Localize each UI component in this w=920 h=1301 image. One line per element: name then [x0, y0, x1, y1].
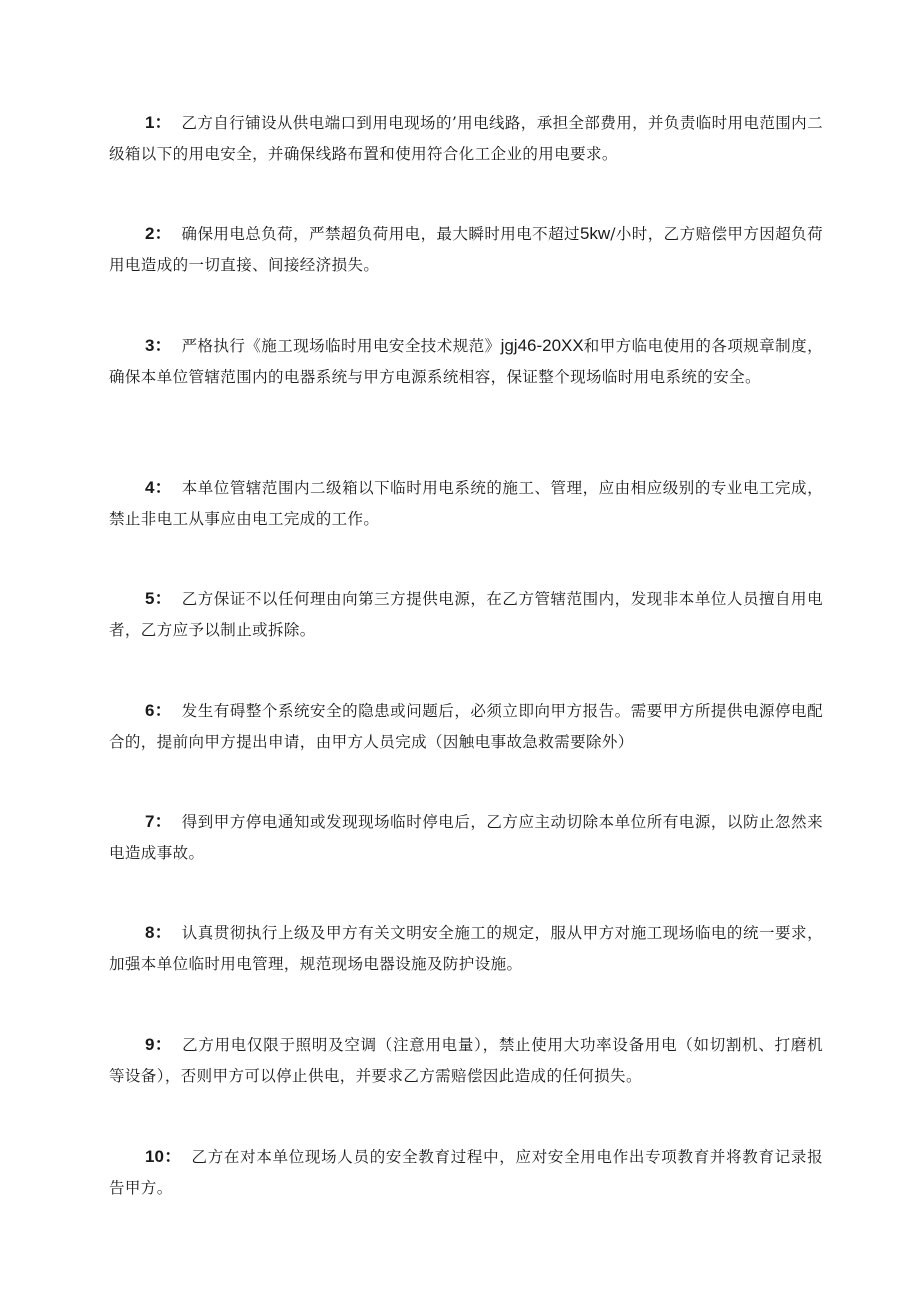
clause-3-number: 3：: [145, 336, 172, 355]
clause-5: [109, 583, 823, 646]
clause-2-text-b: /小时，乙方赔偿甲方因超负荷用电造成的一切直接、间接经济损失。: [109, 225, 823, 274]
clause-7-text: 得到甲方停电通知或发现现场临时停电后，乙方应主动切除本单位所有电源，以防止忽然来电造成事故。: [109, 813, 823, 862]
clause-9: [109, 1029, 823, 1092]
clause-10-number: 10：: [145, 1147, 182, 1166]
clause-1-text: 乙方自行铺设从供电端口到用电现场的’用电线路，承担全部费用，并负责临时用电范围内二级箱以下的用电安全，并确保线路布置和使用符合化工企业的用电要求。: [109, 114, 823, 163]
clause-9-number: 9：: [145, 1035, 173, 1054]
clause-8-text: 认真贯彻执行上级及甲方有关文明安全施工的规定，服从甲方对施工现场临电的统一要求，加强本单位临时用电管理，规范现场电器设施及防护设施。: [109, 924, 823, 973]
clause-7-number: 7：: [145, 812, 172, 831]
clause-1: [109, 107, 823, 170]
clause-3-text-a: 严格执行《施工现场临时用电安全技术规范》: [181, 337, 501, 355]
clause-6-text: 发生有碍整个系统安全的隐患或问题后，必须立即向甲方报告。需要甲方所提供电源停电配合的，提前向甲方提出申请，由甲方人员完成（因触电事故急救需要除外）: [109, 702, 823, 751]
clause-5-number: 5：: [145, 589, 172, 608]
clause-3-standard-code: jgj46-20XX: [500, 336, 584, 355]
clause-1-number: 1：: [145, 113, 172, 132]
clause-10: [109, 1141, 823, 1204]
clause-2-number: 2：: [145, 224, 172, 243]
clause-2-load-value: 5kw: [579, 224, 611, 243]
clause-8-number: 8：: [145, 923, 172, 942]
clause-6: [109, 695, 823, 758]
clause-10-text: 乙方在对本单位现场人员的安全教育过程中，应对安全用电作出专项教育并将教育记录报告甲方。: [109, 1148, 823, 1197]
clause-6-number: 6：: [145, 701, 172, 720]
clause-4: [109, 472, 823, 535]
clause-7: [109, 806, 823, 869]
clause-5-text: 乙方保证不以任何理由向第三方提供电源，在乙方管辖范围内，发现非本单位人员擅自用电者，乙方应予以制止或拆除。: [109, 590, 823, 639]
clause-3-text-b: 和甲方临电使用的各项规章制度，确保本单位管辖范围内的电器系统与甲方电源系统相容，保证整个现场临时用电系统的安全。: [109, 337, 823, 386]
clause-8: [109, 917, 823, 980]
clause-9-text: 乙方用电仅限于照明及空调（注意用电量），禁止使用大功率设备用电（如切割机、打磨机等设备），否则甲方可以停止供电，并要求乙方需赔偿因此造成的任何损失。: [109, 1036, 823, 1085]
clause-2-text-a: 确保用电总负荷，严禁超负荷用电，最大瞬时用电不超过: [181, 225, 580, 243]
clause-2: [109, 218, 823, 281]
clause-4-text: 本单位管辖范围内二级箱以下临时用电系统的施工、管理，应由相应级别的专业电工完成，禁止非电工从事应由电工完成的工作。: [109, 479, 823, 528]
clause-4-number: 4：: [145, 478, 172, 497]
clause-3: [109, 330, 823, 393]
